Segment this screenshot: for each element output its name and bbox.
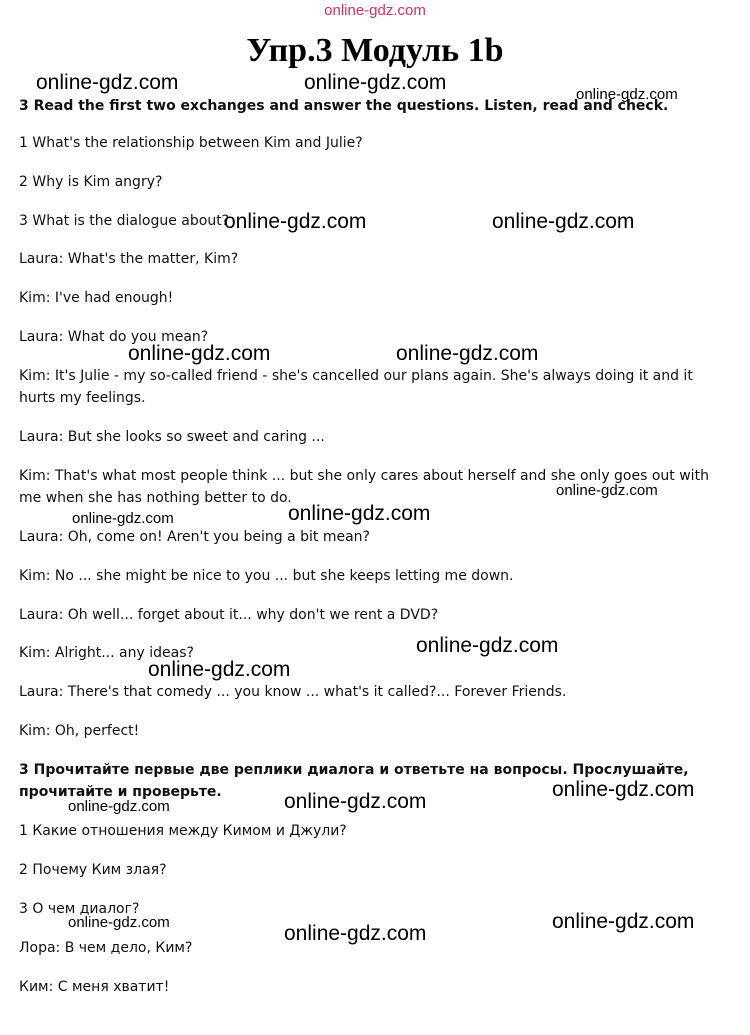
- dialogue-line-11: Laura: There's that comedy ... you know ... what's it called?... Forever Friends.: [19, 684, 567, 700]
- dialogue-line-4: Kim: It's Julie - my so-called friend - she's cancelled our plans again. She's always doing it and it hurts my feelings.: [19, 368, 693, 406]
- task-en: 3 Read the first two exchanges and answer the questions. Listen, read and check.: [19, 98, 669, 114]
- top-watermark: online-gdz.com: [324, 2, 426, 19]
- question-ru-3: 3 О чем диалог?: [19, 901, 140, 917]
- watermark: online-gdz.com: [128, 342, 271, 365]
- dialogue-line-5: Laura: But she looks so sweet and caring ...: [19, 429, 325, 445]
- question-en-1: 1 What's the relationship between Kim and Julie?: [19, 135, 363, 151]
- question-ru-2: 2 Почему Ким злая?: [19, 862, 167, 878]
- watermark: online-gdz.com: [36, 71, 179, 94]
- watermark: online-gdz.com: [552, 778, 695, 801]
- watermark: online-gdz.com: [576, 86, 678, 103]
- watermark: online-gdz.com: [396, 342, 539, 365]
- watermark: online-gdz.com: [68, 798, 170, 815]
- question-en-2: 2 Why is Kim angry?: [19, 174, 163, 190]
- dialogue-line-3: Laura: What do you mean?: [19, 329, 209, 345]
- dialogue-line-10: Kim: Alright... any ideas?: [19, 645, 194, 661]
- watermark: online-gdz.com: [288, 502, 431, 525]
- dialogue-line-9: Laura: Oh well... forget about it... why don't we rent a DVD?: [19, 607, 439, 623]
- watermark: online-gdz.com: [304, 71, 447, 94]
- watermark: online-gdz.com: [224, 210, 367, 233]
- watermark: online-gdz.com: [68, 914, 170, 931]
- dialogue-line-12: Kim: Oh, perfect!: [19, 723, 140, 739]
- dialogue-ru-line-2: Ким: С меня хватит!: [19, 979, 170, 995]
- dialogue-line-2: Kim: I've had enough!: [19, 290, 174, 306]
- watermark: online-gdz.com: [284, 790, 427, 813]
- watermark: online-gdz.com: [556, 482, 658, 499]
- question-ru-1: 1 Какие отношения между Кимом и Джули?: [19, 823, 347, 839]
- watermark: online-gdz.com: [72, 510, 174, 527]
- dialogue-ru-line-1: Лора: В чем дело, Ким?: [19, 940, 193, 956]
- page-title: Упр.3 Модуль 1b: [246, 32, 504, 69]
- dialogue-line-8: Kim: No ... she might be nice to you ... but she keeps letting me down.: [19, 568, 514, 584]
- watermark: online-gdz.com: [284, 922, 427, 945]
- task-ru: 3 Прочитайте первые две реплики диалога и ответьте на вопросы. Прослушайте, прочитайте и проверьте.: [19, 762, 689, 800]
- watermark: online-gdz.com: [552, 910, 695, 933]
- watermark: online-gdz.com: [148, 658, 291, 681]
- question-en-3: 3 What is the dialogue about?: [19, 213, 230, 229]
- watermark: online-gdz.com: [492, 210, 635, 233]
- dialogue-line-7: Laura: Oh, come on! Aren't you being a bit mean?: [19, 529, 370, 545]
- watermark: online-gdz.com: [416, 634, 559, 657]
- dialogue-line-6: Kim: That's what most people think ... but she only cares about herself and she only goes out with me when she has nothing better to do.: [19, 468, 709, 506]
- dialogue-line-1: Laura: What's the matter, Kim?: [19, 251, 239, 267]
